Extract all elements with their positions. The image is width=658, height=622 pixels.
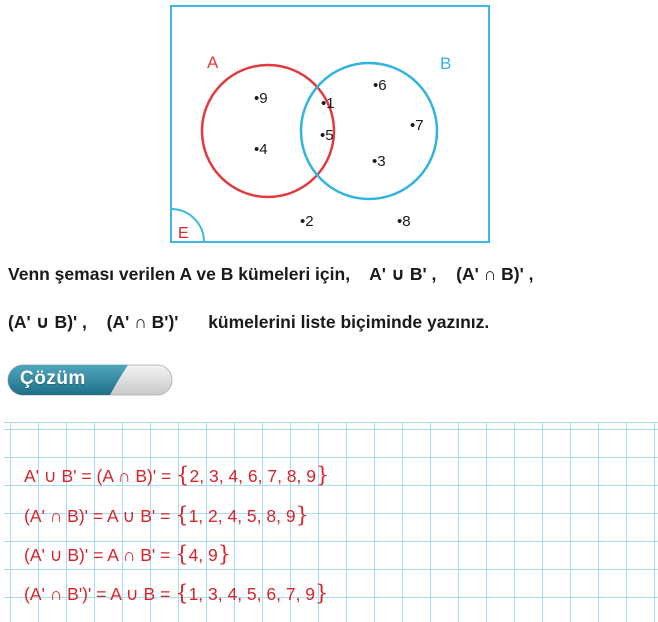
expression-a-prime-intersect-b-prime-complement: (A' ∩ B')' [106, 312, 179, 332]
element-1: •1 [321, 95, 335, 112]
element-5: •5 [320, 127, 334, 144]
answer-line-3: (A' ∪ B)' = A ∩ B' = {4, 9} [24, 542, 232, 566]
problem-statement-line-1 [8, 264, 534, 285]
statement-text: Venn şeması verilen A ve B kümeleri için, [8, 264, 351, 284]
universal-set-frame [171, 6, 489, 242]
answer-4-set: 1, 3, 4, 5, 6, 7, 9 [188, 584, 316, 604]
set-b-label: B [440, 54, 452, 73]
element-8: •8 [397, 213, 411, 230]
set-a-label: A [207, 53, 219, 72]
answer-4-equation: (A' ∩ B')' = A ∪ B = [24, 584, 171, 604]
element-6: •6 [373, 77, 387, 94]
expression-a-prime-intersect-b-complement: (A' ∩ B)' , [456, 264, 534, 284]
solution-button[interactable] [6, 362, 174, 398]
statement-instruction: kümelerini liste biçiminde yazınız. [208, 312, 490, 332]
answer-3-equation: (A' ∪ B)' = A ∩ B' = [24, 545, 171, 565]
answer-1-set: 2, 3, 4, 6, 7, 8, 9 [189, 466, 316, 486]
answer-2-equation: (A' ∩ B)' = A ∪ B' = [24, 506, 171, 526]
answer-2-set: 1, 2, 4, 5, 8, 9 [188, 506, 296, 526]
element-3: •3 [372, 153, 386, 170]
expression-a-prime-union-b-complement: (A' ∪ B)' , [8, 312, 87, 332]
element-7: •7 [410, 117, 424, 134]
solution-button-label: Çözüm [20, 368, 86, 389]
element-4: •4 [254, 141, 268, 158]
problem-statement-line-2 [8, 312, 489, 333]
element-9: •9 [254, 90, 268, 107]
answer-1-equation: A' ∪ B' = (A ∩ B)' = [24, 466, 172, 486]
answer-3-set: 4, 9 [188, 545, 218, 565]
answer-line-4: (A' ∩ B')' = A ∪ B = {1, 3, 4, 5, 6, 7, 9} [24, 581, 329, 605]
answer-line-1: A' ∪ B' = (A ∩ B)' = {2, 3, 4, 6, 7, 8, 9} [24, 463, 330, 487]
solution-grid [4, 422, 658, 622]
answer-line-2: (A' ∩ B)' = A ∪ B' = {1, 2, 4, 5, 8, 9} [24, 503, 309, 527]
expression-a-prime-union-b-prime: A' ∪ B' , [369, 264, 437, 284]
element-2: •2 [300, 213, 314, 230]
universal-set-label: E [178, 225, 189, 242]
venn-diagram [0, 0, 658, 250]
